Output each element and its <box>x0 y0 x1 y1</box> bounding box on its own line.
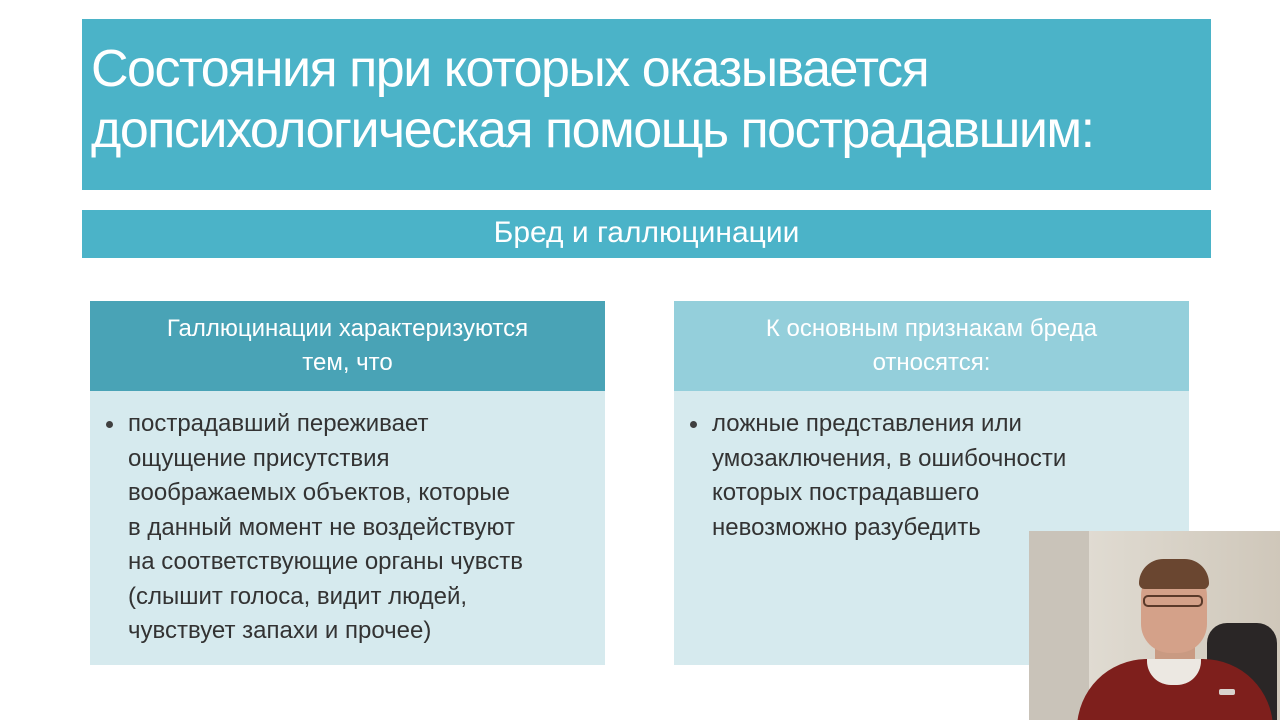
webcam-door <box>1029 531 1089 720</box>
slide-title-line-1: Состояния при которых оказывается <box>91 40 929 98</box>
delirium-header-line-1: К основным признакам бреда <box>765 315 1098 342</box>
delirium-bullet-text: ложные представления или умозаключения, в ошибочности которых пострадавшего невозможно разубедить <box>712 410 1067 541</box>
hallucinations-bullet-text: пострадавший переживает ощущение присутствия воображаемых объектов, которые в данный момент не воздействуют на соответствующие органы чувств (слышит голоса, видит людей, чувствует запахи и прочее) <box>128 410 524 644</box>
slide-subtitle: Бред и галлюцинации <box>82 210 1211 258</box>
hallucinations-card-body <box>90 391 605 665</box>
jacket-logo-icon <box>1219 689 1235 695</box>
presenter-webcam-overlay <box>1029 531 1280 720</box>
slide-title-line-2: допсихологическая помощь пострадавшим: <box>91 101 1094 159</box>
presenter-hair <box>1139 559 1209 589</box>
bullet-dot-icon <box>690 421 697 428</box>
hallucinations-header-line-2: тем, что <box>302 349 393 376</box>
hallucinations-header-line-1: Галлюцинации характеризуются <box>166 315 529 342</box>
hallucinations-bullet-item <box>128 407 589 649</box>
delirium-card-header <box>674 301 1189 391</box>
delirium-bullet-item <box>712 407 1173 545</box>
bullet-dot-icon <box>106 421 113 428</box>
slide-title-bar <box>82 19 1211 190</box>
hallucinations-card-header <box>90 301 605 391</box>
delirium-header-line-2: относятся: <box>872 349 991 376</box>
presenter-glasses <box>1143 595 1203 607</box>
